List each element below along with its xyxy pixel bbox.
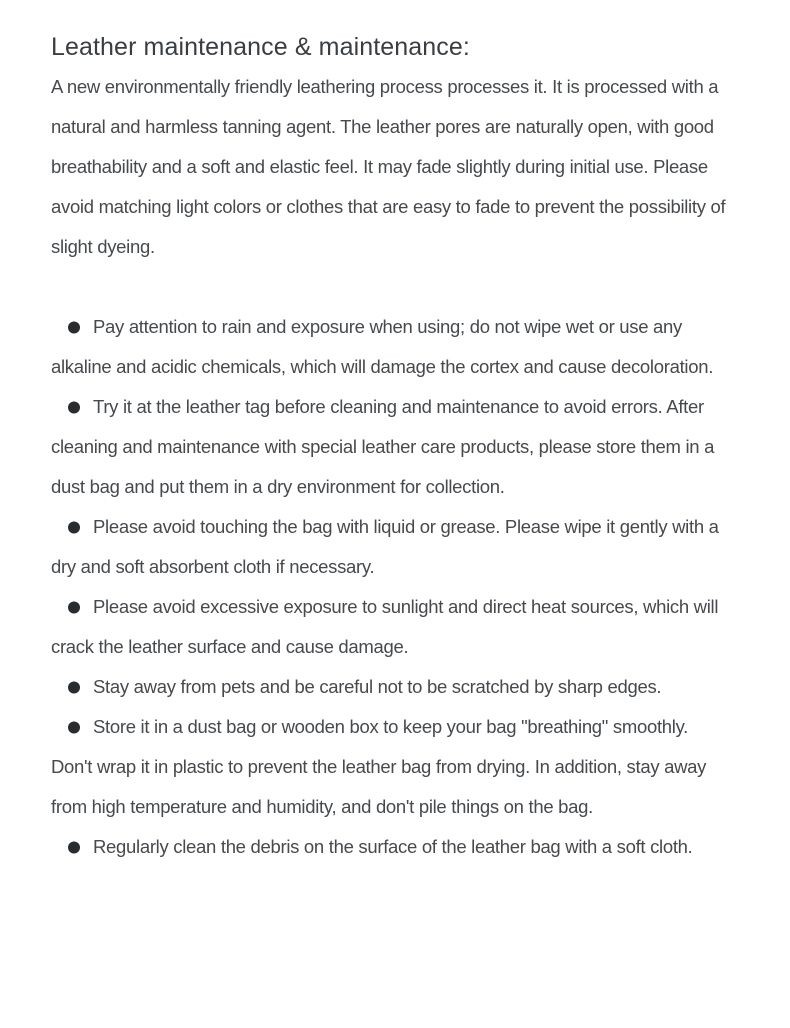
list-item — [51, 387, 729, 507]
list-item-text: Please avoid excessive exposure to sunlight and direct heat sources, which will crack the leather surface and cause damage. — [51, 596, 719, 657]
bullet-icon — [68, 522, 80, 534]
bullet-icon — [68, 682, 80, 694]
bullet-icon — [68, 602, 80, 614]
list-item-text: Stay away from pets and be careful not to be scratched by sharp edges. — [93, 676, 662, 697]
bullet-icon — [68, 722, 80, 734]
bullet-icon — [68, 322, 80, 334]
list-item — [51, 827, 729, 867]
bullet-icon — [68, 402, 80, 414]
list-item — [51, 667, 729, 707]
list-item-text: Pay attention to rain and exposure when using; do not wipe wet or use any alkaline and acidic chemicals, which will damage the cortex and cause decoloration. — [51, 316, 714, 377]
list-item — [51, 307, 729, 387]
list-item-text: Please avoid touching the bag with liquid or grease. Please wipe it gently with a dry and soft absorbent cloth if necessary. — [51, 516, 719, 577]
list-item-text: Regularly clean the debris on the surface of the leather bag with a soft cloth. — [93, 836, 693, 857]
list-item — [51, 587, 729, 667]
list-item — [51, 507, 729, 587]
care-tips-list — [51, 307, 729, 867]
intro-paragraph: A new environmentally friendly leathering process processes it. It is processed with a natural and harmless tanning agent. The leather pores are naturally open, with good breathability and a soft and elastic feel. It may fade slightly during initial use. Please avoid matching light colors or clothes that are easy to fade to prevent the possibility of slight dyeing. — [51, 76, 726, 257]
list-item — [51, 707, 729, 827]
bullet-icon — [68, 842, 80, 854]
list-item-text: Try it at the leather tag before cleaning and maintenance to avoid errors. After cleaning and maintenance with special leather care products, please store them in a dust bag and put them in a dry environment for collection. — [51, 396, 715, 497]
page-title: Leather maintenance & maintenance: — [51, 33, 470, 61]
list-item-text: Store it in a dust bag or wooden box to keep your bag "breathing" smoothly. Don't wrap it in plastic to prevent the leather bag from drying. In addition, stay away from high temperature and humidity, and don't pile things on the bag. — [51, 716, 707, 817]
